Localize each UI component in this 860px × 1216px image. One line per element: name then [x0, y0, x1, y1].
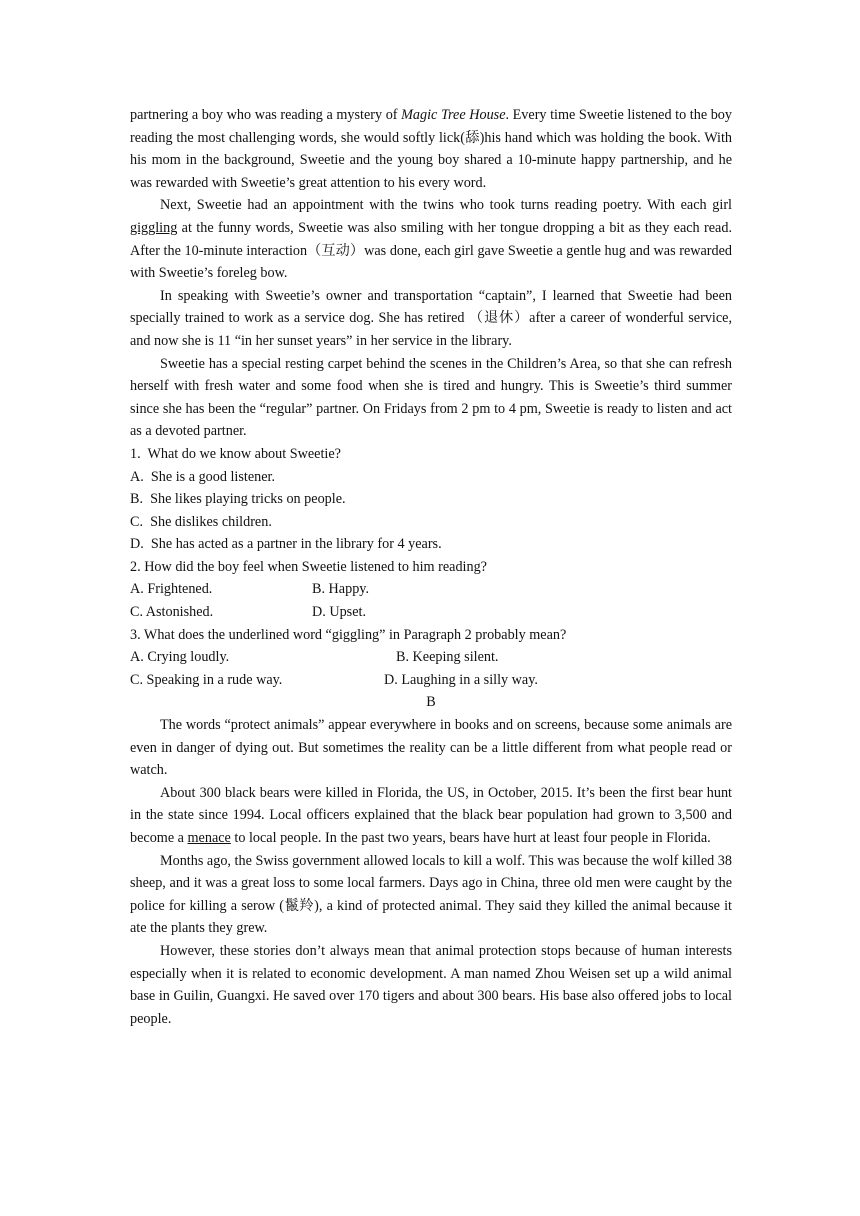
question-3-options-row-1 [130, 646, 732, 669]
question-2-options-row-1 [130, 578, 732, 601]
section-b-paragraph-4: However, these stories don’t always mean that animal protection stops because of human interests especially when it is related to economic development. A man named Zhou Weisen set up a wild animal base in Guilin, Guangxi. He saved over 170 tigers and about 300 bears. His base also offered jobs to local people. [130, 942, 732, 1027]
underlined-word-menace: menace [187, 830, 231, 846]
question-1 [130, 443, 732, 556]
p2-text-after: at the funny words, Sweetie was also smiling with her tongue dropping a bit as they each read. After the 10-minute interaction（互动）was done, each girl gave Sweetie a gentle hug and was rewarded with Sweetie’s foreleg bow. [130, 219, 732, 282]
passage-a-paragraph-4: Sweetie has a special resting carpet behind the scenes in the Children’s Area, so that she can refresh herself with fresh water and some food when she is tired and hungry. This is Sweetie’s third summer since she has been the “regular” partner. On Fridays from 2 pm to 4 pm, Sweetie is ready to listen and act as a devoted partner. [130, 355, 732, 440]
passage-a-paragraph-2 [130, 194, 732, 284]
question-1-option-b: B. She likes playing tricks on people. [130, 491, 346, 508]
question-3 [130, 624, 732, 692]
question-3-option-d: D. Laughing in a silly way. [384, 671, 538, 688]
question-1-stem: 1. What do we know about Sweetie? [130, 445, 341, 462]
section-b-heading: B [426, 694, 436, 711]
section-b-paragraph-2 [130, 782, 732, 850]
question-2-stem: 2. How did the boy feel when Sweetie listened to him reading? [130, 558, 487, 575]
question-3-option-c: C. Speaking in a rude way. [130, 671, 283, 688]
passage-a-paragraph-3: In speaking with Sweetie’s owner and transportation “captain”, I learned that Sweetie had been specially trained to work as a service dog. She has retired （退休）after a career of wonderful service, and now she is 11 “in her sunset years” in her service in the library. [130, 287, 732, 349]
question-2-option-d: D. Upset. [312, 604, 366, 621]
question-1-option-a: A. She is a good listener. [130, 468, 276, 485]
b-p2-text-after: to local people. In the past two years, bears have hurt at least four people in Florida. [230, 830, 711, 846]
p1-text-after: . Every time Sweetie listened to the boy reading the most challenging words, she would softly lick(舔)his hand which was holding the book. With his mom in the background, Sweetie and the young boy shared a 10-minute happy partnership, and he was rewarded with Sweetie’s great attention to his every word. [130, 107, 732, 191]
b-p2-text-before: About 300 black bears were killed in Florida, the US, in October, 2015. It’s been the first bear hunt in the state since 1994. Local officers explained that the black bear population had grown to 3,500 and become a [130, 784, 732, 846]
section-b-paragraph-3: Months ago, the Swiss government allowed locals to kill a wolf. This was because the wolf killed 38 sheep, and it was a great loss to some local farmers. Days ago in China, three old men were caught by the police for killing a serow (鬣羚), a kind of protected animal. They said they killed the animal because it ate the plants they grew. [130, 852, 732, 937]
book-title: Magic Tree House [401, 107, 506, 123]
question-2-options-row-2 [130, 601, 732, 624]
question-3-option-b: B. Keeping silent. [396, 649, 499, 666]
question-2-option-a: A. Frightened. [130, 581, 213, 598]
question-3-option-a: A. Crying loudly. [130, 649, 230, 666]
question-3-options-row-2 [130, 669, 732, 692]
question-2-option-b: B. Happy. [312, 581, 370, 598]
p2-text-before: Next, Sweetie had an appointment with the twins who took turns reading poetry. With each girl [160, 197, 732, 214]
question-1-option-d: D. She has acted as a partner in the library for 4 years. [130, 536, 442, 553]
document-page [130, 104, 732, 1030]
question-1-option-c: C. She dislikes children. [130, 513, 272, 530]
question-3-stem: 3. What does the underlined word “giggling” in Paragraph 2 probably mean? [130, 626, 567, 643]
p1-text-before: partnering a boy who was reading a mystery of [130, 107, 402, 123]
question-2 [130, 556, 732, 624]
underlined-word-giggling: giggling [130, 219, 178, 236]
passage-a-paragraph-1 [130, 104, 732, 194]
question-2-option-c: C. Astonished. [130, 604, 214, 621]
section-b-paragraph-1: The words “protect animals” appear everywhere in books and on screens, because some animals are even in danger of dying out. But sometimes the reality can be a little different from what people read or watch. [130, 717, 732, 779]
